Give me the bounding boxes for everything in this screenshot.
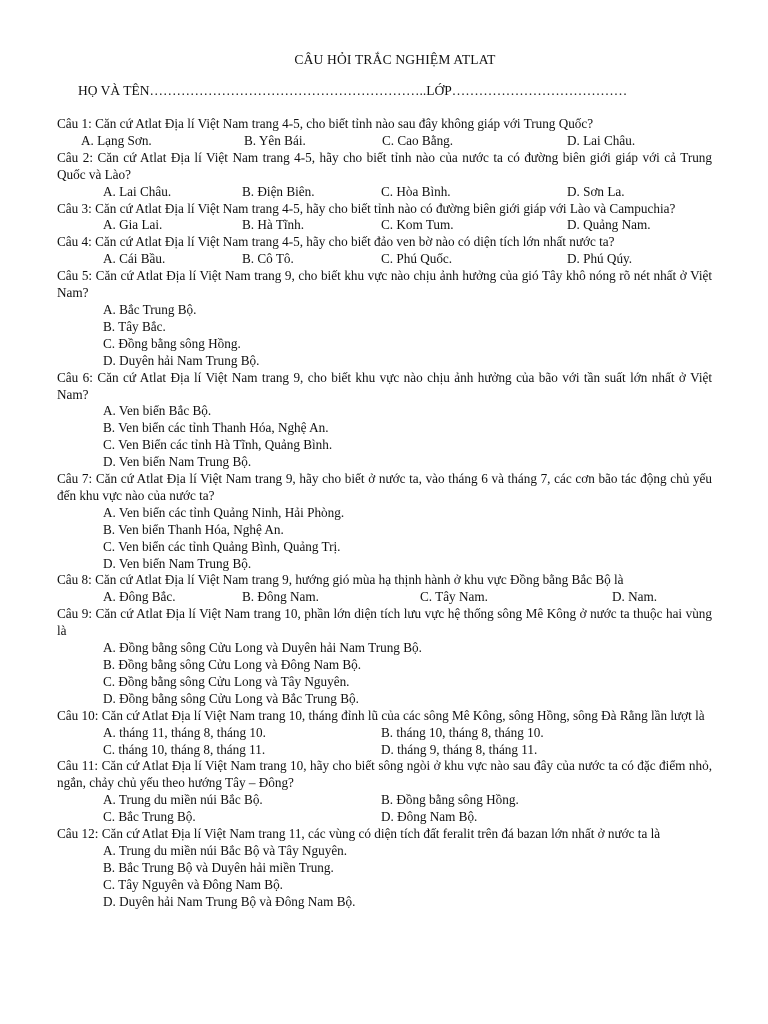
option-c: C. Đồng bằng sông Hồng. (103, 335, 241, 351)
option-d: D. Đông Nam Bộ. (381, 809, 478, 825)
document-title: CÂU HỎI TRẮC NGHIỆM ATLAT (294, 52, 496, 67)
question-4 (57, 234, 712, 268)
question-11 (57, 758, 712, 826)
answer-options (57, 403, 712, 471)
option-a: A. Lạng Sơn. (81, 132, 152, 148)
option-c: C. Ven Biển các tỉnh Hà Tĩnh, Quảng Bình. (103, 437, 333, 453)
option-b: B. Đông Nam. (242, 589, 319, 605)
option-d: D. Sơn La. (567, 183, 625, 199)
option-c: C. Ven biển các tỉnh Quảng Bình, Quảng Trị. (103, 538, 341, 554)
question-7 (57, 471, 712, 572)
option-a: A. Gia Lai. (103, 217, 163, 233)
answer-options (57, 505, 712, 573)
option-c: C. Phú Quốc. (381, 251, 453, 267)
option-d: D. Lai Châu. (567, 132, 636, 148)
question-text: Câu 12: Căn cứ Atlat Địa lí Việt Nam trang 11, các vùng có diện tích đất feralit trên đá bazan lớn nhất ở nước ta là (57, 826, 661, 842)
option-b: B. tháng 10, tháng 8, tháng 10. (381, 724, 544, 740)
question-10 (57, 708, 712, 759)
question-text: Câu 6: Căn cứ Atlat Địa lí Việt Nam trang 9, cho biết khu vực nào chịu ảnh hưởng của bão với tần suất lớn nhất ở Việt Nam? (57, 369, 712, 402)
question-text: Câu 8: Căn cứ Atlat Địa lí Việt Nam trang 9, hướng gió mùa hạ thịnh hành ở khu vực Đồng bằng Bắc Bộ là (57, 572, 624, 588)
question-text: Câu 10: Căn cứ Atlat Địa lí Việt Nam trang 10, tháng đỉnh lũ của các sông Mê Kông, sông Hồng, sông Đà Rằng lần lượt là (57, 707, 705, 723)
question-9 (57, 606, 712, 707)
question-text: Câu 5: Căn cứ Atlat Địa lí Việt Nam trang 9, cho biết khu vực nào chịu ảnh hưởng của gió Tây khô nóng rõ nét nhất ở Việt Nam? (57, 268, 712, 301)
option-d: D. Ven biển Nam Trung Bộ. (103, 555, 252, 571)
option-b: B. Ven biển Thanh Hóa, Nghệ An. (103, 521, 284, 537)
answer-options (103, 217, 712, 234)
answer-options (103, 184, 712, 201)
question-text: Câu 4: Căn cứ Atlat Địa lí Việt Nam trang 4-5, hãy cho biết đảo ven bờ nào có diện tích lớn nhất nước ta? (57, 234, 615, 250)
option-c: C. Kom Tum. (381, 217, 454, 233)
answer-options (103, 251, 712, 268)
question-2 (57, 150, 712, 201)
question-text: Câu 7: Căn cứ Atlat Địa lí Việt Nam trang 9, hãy cho biết ở nước ta, vào tháng 6 và tháng 7, các cơn bão tác động chủ yếu đến khu vực nào của nước ta? (57, 471, 712, 503)
answer-options-row-2 (103, 809, 712, 826)
answer-options (57, 640, 712, 708)
option-a: A. Ven biển các tỉnh Quảng Ninh, Hải Phòng. (103, 504, 345, 520)
answer-options (57, 302, 712, 370)
name-class-line: HỌ VÀ TÊN……………………………………………………..LỚP………………………………… (78, 83, 628, 98)
option-b: B. Tây Bắc. (103, 318, 166, 334)
option-c: C. Hòa Bình. (381, 183, 451, 199)
option-a: A. Ven biển Bắc Bộ. (103, 403, 212, 419)
option-b: B. Đồng bằng sông Cửu Long và Đông Nam Bộ. (103, 657, 362, 672)
option-d: D. Quảng Nam. (567, 217, 651, 233)
option-c: C. Cao Bằng. (382, 132, 454, 148)
option-b: B. Đồng bằng sông Hồng. (381, 792, 519, 808)
question-text: Câu 3: Căn cứ Atlat Địa lí Việt Nam trang 4-5, hãy cho biết tỉnh nào có đường biên giới giáp với Lào và Campuchia? (57, 200, 676, 216)
option-b: B. Ven biển các tỉnh Thanh Hóa, Nghệ An. (103, 420, 329, 436)
option-b: B. Điện Biên. (242, 183, 315, 199)
question-text: Câu 2: Căn cứ Atlat Địa lí Việt Nam trang 4-5, hãy cho biết tỉnh nào của nước ta có đường biên giới giáp với cả Trung Quốc và Lào? (57, 149, 712, 182)
option-c: C. Đồng bằng sông Cửu Long và Tây Nguyên. (103, 673, 350, 689)
option-b: B. Yên Bái. (244, 132, 306, 148)
question-8 (57, 572, 712, 606)
question-6 (57, 370, 712, 471)
option-d: D. Ven biển Nam Trung Bộ. (103, 454, 252, 470)
option-d: D. Đồng bằng sông Cửu Long và Bắc Trung Bộ. (103, 690, 359, 706)
question-12 (57, 826, 712, 911)
option-a: A. Trung du miền núi Bắc Bộ. (103, 792, 263, 808)
answer-options-row-2 (103, 742, 712, 759)
question-text: Câu 1: Căn cứ Atlat Địa lí Việt Nam trang 4-5, cho biết tỉnh nào sau đây không giáp với Trung Quốc? (57, 116, 594, 131)
question-text: Câu 11: Căn cứ Atlat Địa lí Việt Nam trang 10, hãy cho biết sông ngòi ở khu vực nào sau đây của nước ta có đặc điểm nhỏ, ngắn, chảy chủ yếu theo hướng Tây – Đông? (57, 758, 712, 791)
question-5 (57, 268, 712, 369)
question-3 (57, 201, 712, 235)
question-1 (57, 116, 712, 150)
option-a: A. Bắc Trung Bộ. (103, 301, 197, 317)
option-a: A. Cái Bầu. (103, 251, 166, 267)
answer-options (103, 589, 712, 606)
option-c: C. Bắc Trung Bộ. (103, 809, 196, 825)
answer-options-row-1 (103, 792, 712, 809)
option-d: D. Duyên hải Nam Trung Bộ và Đông Nam Bộ. (103, 893, 356, 909)
question-list (57, 116, 712, 911)
answer-options (81, 133, 712, 150)
option-b: B. Hà Tĩnh. (242, 217, 305, 233)
option-d: D. Nam. (612, 589, 658, 605)
question-text: Câu 9: Căn cứ Atlat Địa lí Việt Nam trang 10, phần lớn diện tích lưu vực hệ thống sông Mê Kông ở nước ta thuộc hai vùng là (57, 606, 712, 639)
option-d: D. Duyên hải Nam Trung Bộ. (103, 352, 260, 368)
option-d: D. Phú Qúy. (567, 251, 633, 267)
answer-options (57, 843, 712, 911)
option-a: A. Đồng bằng sông Cửu Long và Duyên hải Nam Trung Bộ. (103, 640, 422, 656)
option-a: A. Lai Châu. (103, 183, 172, 199)
option-a: A. Đông Bắc. (103, 589, 176, 605)
option-a: A. tháng 11, tháng 8, tháng 10. (103, 724, 266, 740)
option-d: D. tháng 9, tháng 8, tháng 11. (381, 741, 538, 757)
option-b: B. Bắc Trung Bộ và Duyên hải miền Trung. (103, 859, 334, 875)
option-a: A. Trung du miền núi Bắc Bộ và Tây Nguyên. (103, 842, 348, 858)
option-b: B. Cô Tô. (242, 251, 294, 267)
option-c: C. tháng 10, tháng 8, tháng 11. (103, 741, 266, 757)
option-c: C. Tây Nam. (420, 589, 488, 605)
answer-options-row-1 (103, 725, 712, 742)
option-c: C. Tây Nguyên và Đông Nam Bộ. (103, 876, 283, 892)
